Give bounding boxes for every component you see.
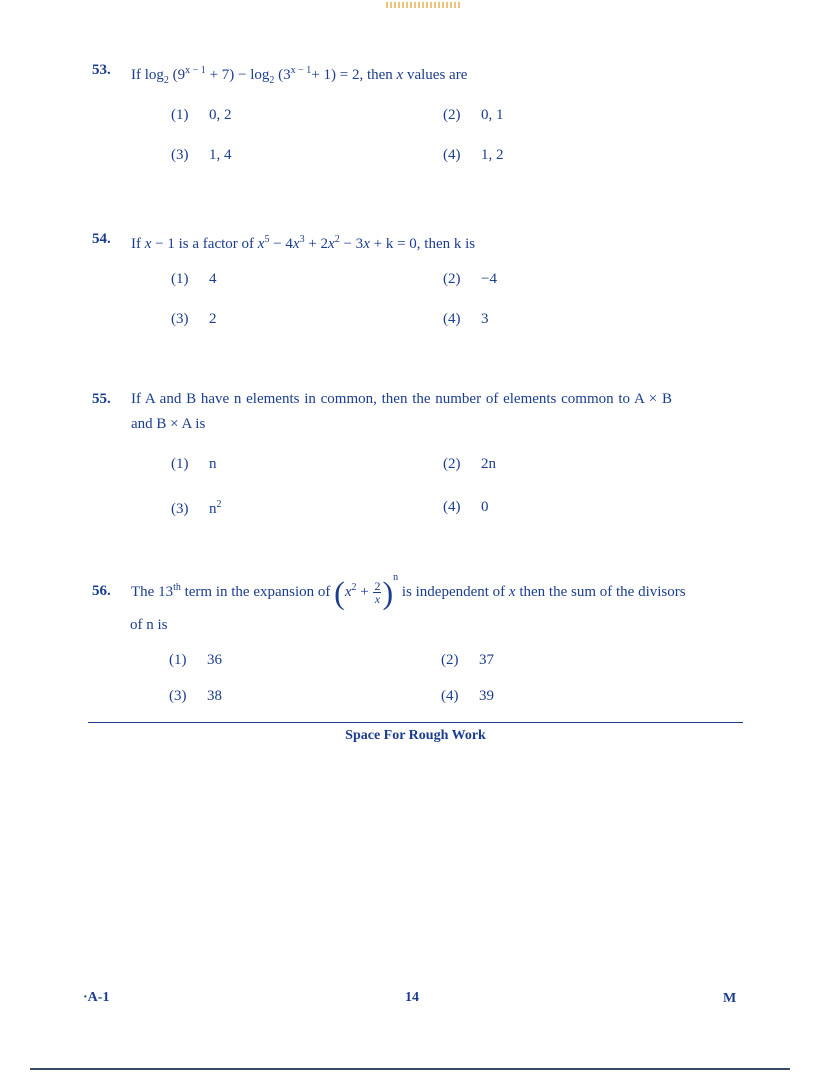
footer-code: ·A-1 — [83, 990, 110, 1005]
option-4[interactable]: (4) 0 — [443, 499, 489, 515]
option-1[interactable]: (1) n — [171, 456, 217, 472]
page-number: 14 — [405, 990, 419, 1005]
question-text: The 13th term in the expansion of ($x^2$ + $\frac{2}{x}$ )$^n$ is independent of x then the sum of the divisors — [131, 572, 686, 611]
option-3[interactable]: (3) 2 — [171, 311, 217, 327]
question-number: 55. — [92, 391, 111, 407]
question-text: If x − 1 is a factor of $x^5 - 4x^3 + 2x^2 - 3x + k = 0$, then k is — [131, 234, 476, 252]
rough-work-label: Space For Rough Work — [345, 728, 486, 743]
question-text: If $\log_2 (9^{x - 1} + 7) - \log_2 (3^{x - 1}+ 1) = 2$, then x values are — [131, 65, 468, 86]
option-2[interactable]: (2) 2n — [443, 456, 496, 472]
option-4[interactable]: (4) 1, 2 — [443, 147, 504, 163]
fraction: $\frac{2}{x}$ — [374, 579, 381, 607]
option-2[interactable]: (2) 0, 1 — [443, 107, 504, 123]
option-4[interactable]: (4) 3 — [443, 311, 489, 327]
question-text-line-2: and B × A is — [131, 416, 206, 432]
option-2[interactable]: (2) −4 — [443, 271, 497, 287]
option-4[interactable]: (4) 39 — [441, 688, 494, 704]
question-number: 53. — [92, 62, 111, 78]
option-3[interactable]: (3) 1, 4 — [171, 147, 232, 163]
option-1[interactable]: (1) 4 — [171, 271, 217, 287]
top-margin-mark — [386, 2, 460, 8]
option-1[interactable]: (1) 36 — [169, 652, 222, 668]
question-number: 54. — [92, 231, 111, 247]
section-divider — [88, 722, 743, 723]
question-text-line-1: If A and B have n elements in common, then the number of elements common to A × B — [131, 391, 672, 407]
option-3[interactable]: (3) 38 — [169, 688, 222, 704]
footer-series: M — [723, 991, 737, 1006]
question-text-line-2: of n is — [130, 617, 168, 633]
option-1[interactable]: (1) 0, 2 — [171, 107, 232, 123]
question-number: 56. — [92, 583, 111, 599]
option-3[interactable]: (3) $n^2$ — [171, 499, 222, 517]
binomial-expression: ($x^2$ + $\frac{2}{x}$ )$^n$ — [334, 572, 399, 611]
option-2[interactable]: (2) 37 — [441, 652, 494, 668]
page-bottom-edge — [30, 1068, 790, 1070]
